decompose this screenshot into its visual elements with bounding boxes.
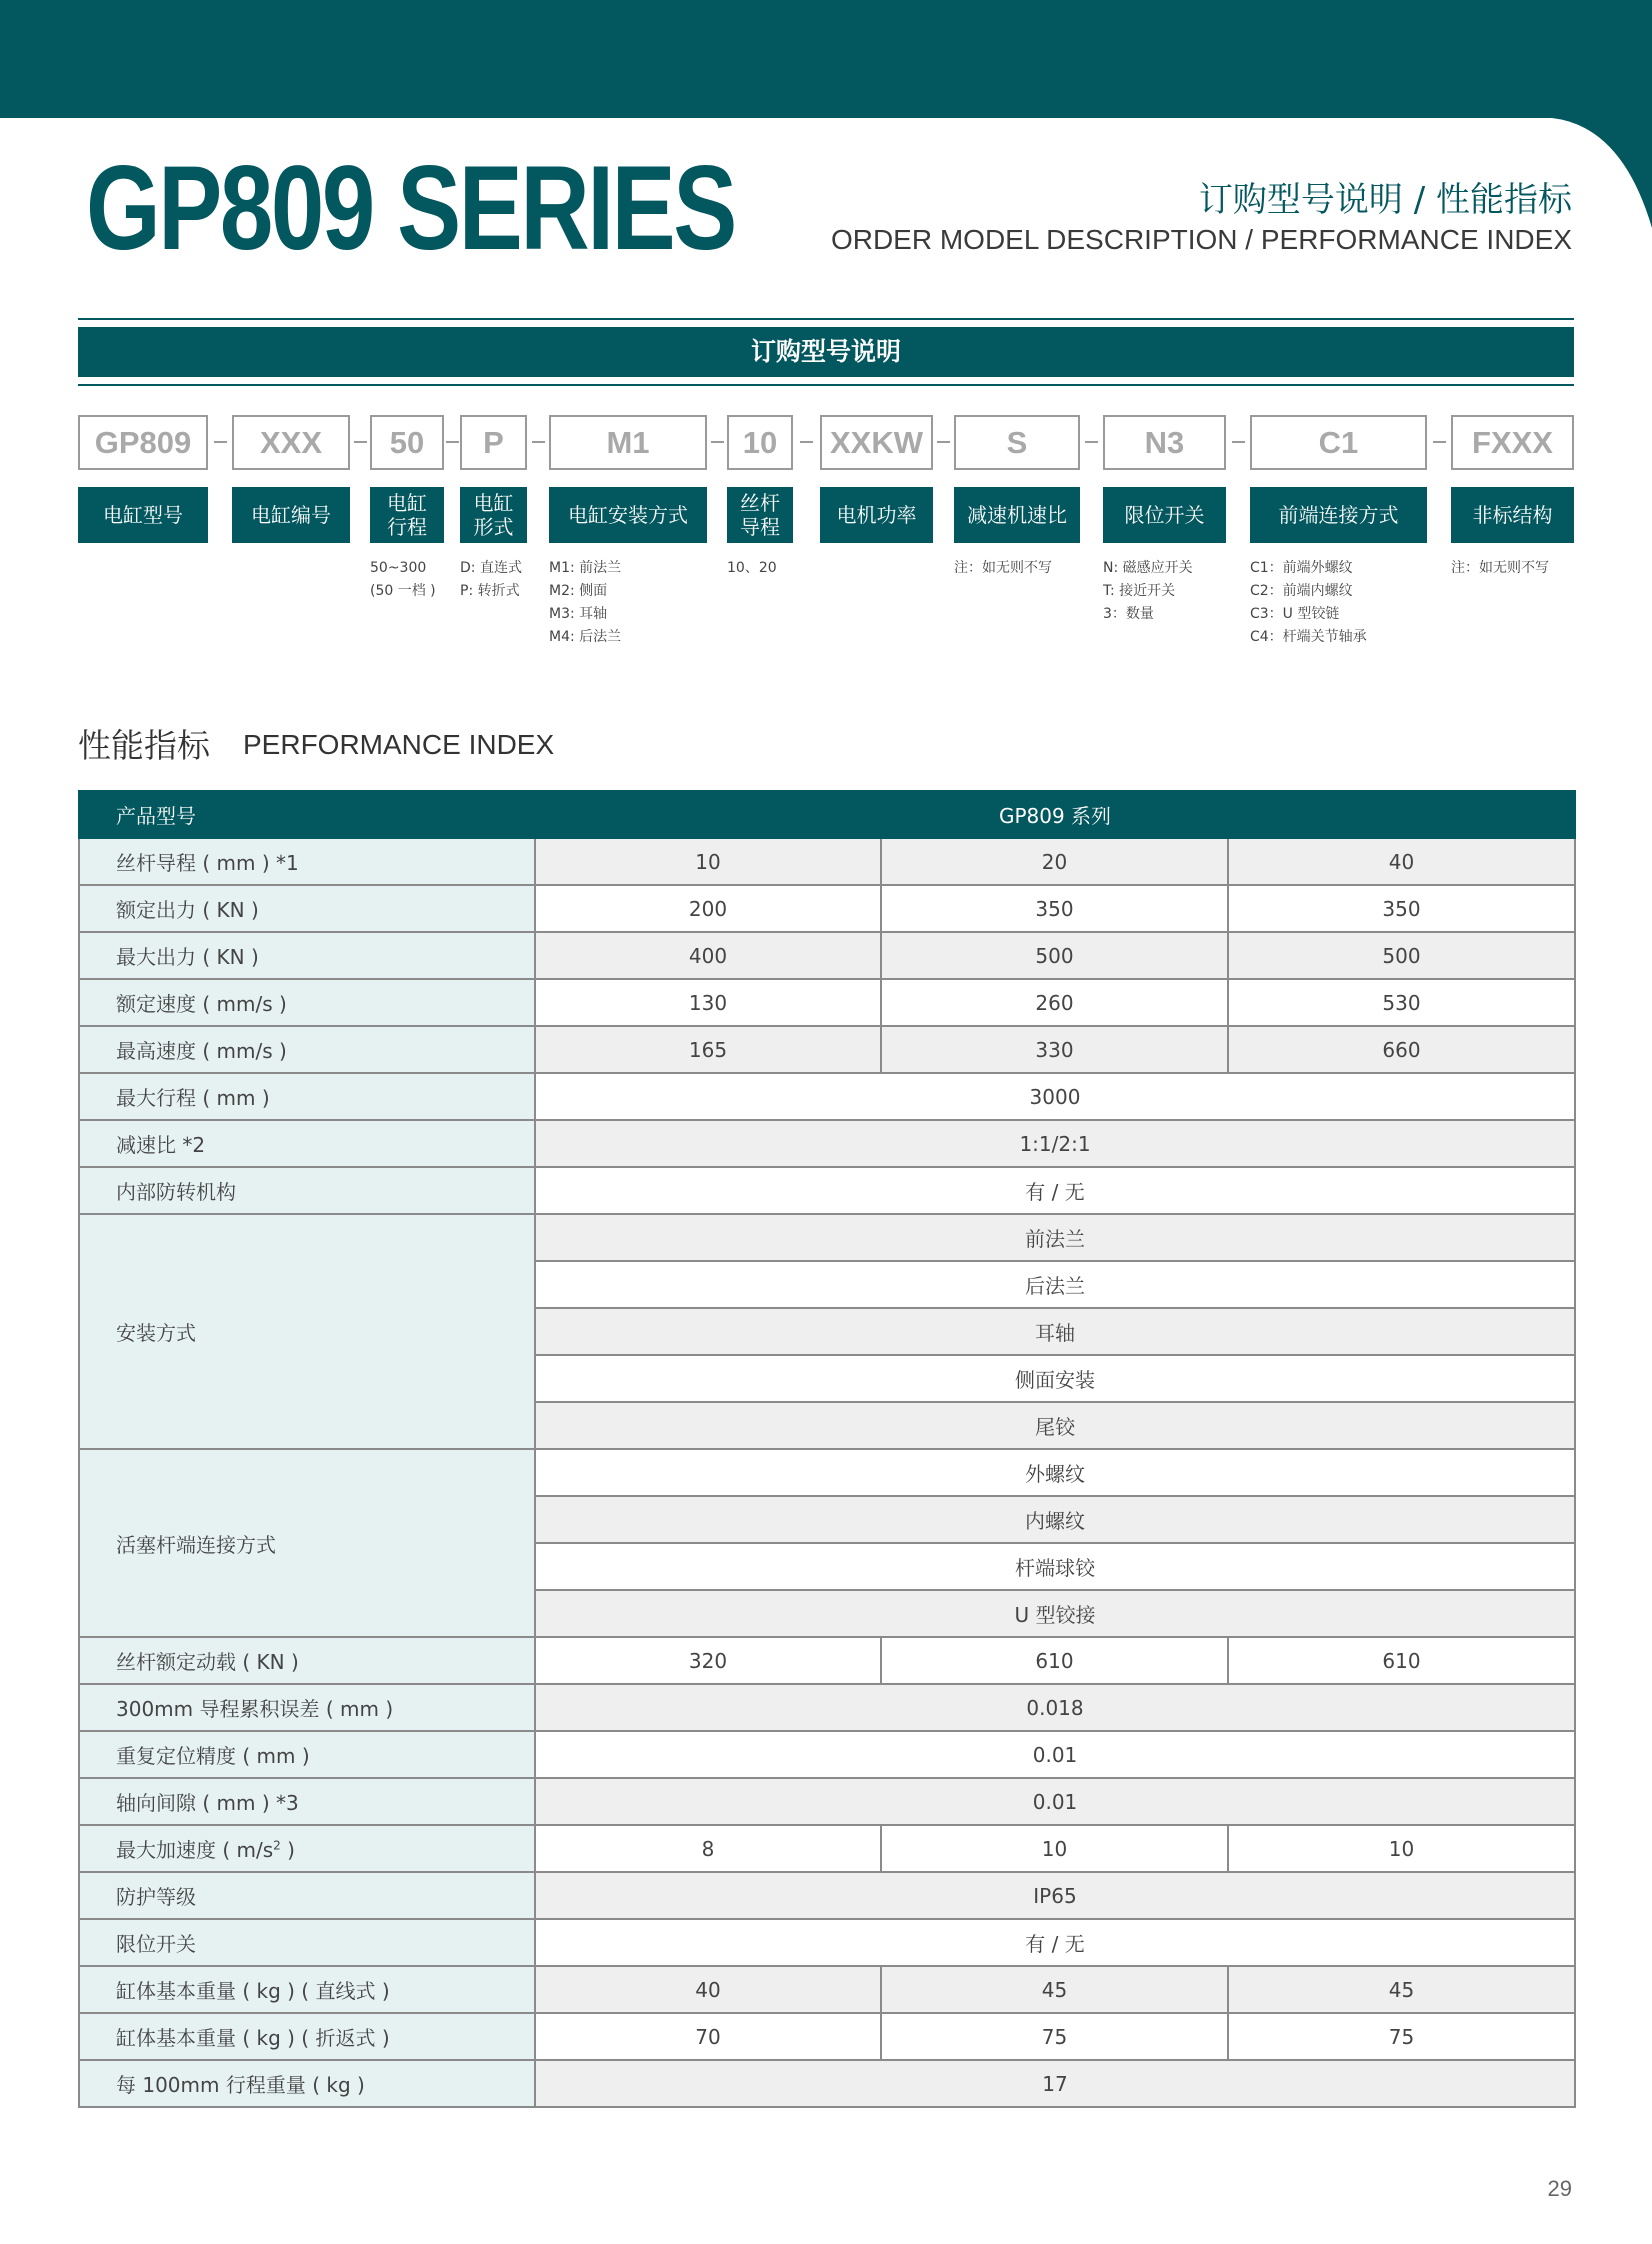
option-value: 尾铰 [535, 1402, 1575, 1449]
note-line: M2: 侧面 [549, 583, 608, 599]
performance-title-cn: 性能指标 [78, 726, 210, 765]
table-row [79, 1214, 1575, 1261]
code-label-text: 电缸型号 [103, 503, 183, 527]
code-box-7: XXKW [820, 415, 933, 470]
note-line: M3: 耳轴 [549, 606, 608, 622]
row-value: IP65 [535, 1872, 1575, 1919]
code-label-9 [1103, 487, 1226, 543]
performance-table [78, 790, 1576, 2108]
code-separator [1085, 441, 1098, 443]
row-value: 200 [535, 885, 881, 932]
note-line: 注：如无则不写 [1451, 560, 1549, 576]
table-row [79, 1919, 1575, 1966]
code-box-5: M1 [549, 415, 707, 470]
option-value: 后法兰 [535, 1261, 1575, 1308]
table-row [79, 2013, 1575, 2060]
row-value: 20 [881, 838, 1228, 885]
row-label: 300mm 导程累积误差 ( mm ) [79, 1684, 535, 1731]
note-line: N: 磁感应开关 [1103, 560, 1193, 576]
note-line: C2：前端内螺纹 [1250, 583, 1353, 599]
accel-label-pre: 最大加速度 ( m/s [116, 1838, 274, 1862]
table-row [79, 2060, 1575, 2107]
note-line: 50~300 [370, 560, 427, 576]
code-note-5 [549, 557, 621, 649]
code-label-4 [460, 487, 527, 543]
row-label: 每 100mm 行程重量 ( kg ) [79, 2060, 535, 2107]
code-label-10 [1250, 487, 1427, 543]
code-box-6: 10 [727, 415, 793, 470]
code-label-1 [78, 487, 208, 543]
code-box-2: XXX [232, 415, 350, 470]
table-row [79, 1825, 1575, 1872]
code-label-text: 前端连接方式 [1278, 503, 1399, 527]
code-label-text: 电缸编号 [251, 503, 331, 527]
top-band [0, 0, 1652, 118]
code-separator [354, 441, 367, 443]
table-row [79, 885, 1575, 932]
row-label: 轴向间隙 ( mm ) *3 [79, 1778, 535, 1825]
code-label-text: 丝杆 导程 [740, 491, 780, 539]
option-value: 杆端球铰 [535, 1543, 1575, 1590]
code-box-3: 50 [370, 415, 444, 470]
row-label: 活塞杆端连接方式 [79, 1449, 535, 1637]
code-separator [937, 441, 950, 443]
row-value: 165 [535, 1026, 881, 1073]
row-label: 最大出力 ( KN ) [79, 932, 535, 979]
code-label-text: 限位开关 [1124, 503, 1205, 527]
note-line: 10、20 [727, 560, 777, 576]
divider-bottom [78, 384, 1574, 386]
code-label-text: 电机功率 [836, 503, 917, 527]
row-value: 0.018 [535, 1684, 1575, 1731]
row-value: 350 [1228, 885, 1575, 932]
row-value: 260 [881, 979, 1228, 1026]
code-note-10 [1250, 557, 1367, 649]
code-label-5 [549, 487, 707, 543]
row-value: 70 [535, 2013, 881, 2060]
note-line: T: 接近开关 [1103, 583, 1176, 599]
row-value: 610 [881, 1637, 1228, 1684]
code-note-6 [727, 557, 777, 580]
row-value: 8 [535, 1825, 881, 1872]
row-value: 350 [881, 885, 1228, 932]
row-label: 丝杆导程 ( mm ) *1 [79, 838, 535, 885]
code-note-11 [1451, 557, 1549, 580]
table-row [79, 1966, 1575, 2013]
divider-top [78, 318, 1574, 320]
code-box-8: S [954, 415, 1080, 470]
table-row [79, 979, 1575, 1026]
row-value: 10 [1228, 1825, 1575, 1872]
header-title-cn: 订购型号说明 / 性能指标 [1198, 180, 1572, 220]
note-line: C3：U 型铰链 [1250, 606, 1340, 622]
table-row [79, 1778, 1575, 1825]
page-number: 29 [1547, 2176, 1572, 2201]
code-box-10: C1 [1250, 415, 1427, 470]
code-note-8 [954, 557, 1052, 580]
table-row [79, 1637, 1575, 1684]
row-label: 防护等级 [79, 1872, 535, 1919]
row-label: 内部防转机构 [79, 1167, 535, 1214]
row-value: 530 [1228, 979, 1575, 1026]
option-value: 内螺纹 [535, 1496, 1575, 1543]
row-value: 1:1/2:1 [535, 1120, 1575, 1167]
code-label-text: 减速机速比 [967, 503, 1067, 527]
row-value: 610 [1228, 1637, 1575, 1684]
table-row [79, 1073, 1575, 1120]
row-label [79, 1825, 535, 1872]
row-value: 500 [1228, 932, 1575, 979]
row-value: 3000 [535, 1073, 1575, 1120]
table-row [79, 1167, 1575, 1214]
code-label-8 [954, 487, 1080, 543]
row-value: 660 [1228, 1026, 1575, 1073]
code-note-3 [370, 557, 436, 603]
row-value: 10 [881, 1825, 1228, 1872]
code-separator [800, 441, 813, 443]
code-separator [1232, 441, 1245, 443]
code-label-3 [370, 487, 444, 543]
row-value: 40 [1228, 838, 1575, 885]
option-value: 耳轴 [535, 1308, 1575, 1355]
code-separator [532, 441, 545, 443]
note-line: C1：前端外螺纹 [1250, 560, 1353, 576]
code-label-text: 电缸 行程 [387, 491, 427, 539]
code-box-4: P [460, 415, 527, 470]
note-line: D: 直连式 [460, 560, 522, 576]
note-line: 3：数量 [1103, 606, 1154, 622]
table-header-row [79, 791, 1575, 838]
option-value: 侧面安装 [535, 1355, 1575, 1402]
row-label: 缸体基本重量 ( kg ) ( 直线式 ) [79, 1966, 535, 2013]
row-label: 丝杆额定动载 ( KN ) [79, 1637, 535, 1684]
code-label-6 [727, 487, 793, 543]
row-value: 75 [881, 2013, 1228, 2060]
note-line: (50 一档 ) [370, 583, 436, 599]
row-label: 重复定位精度 ( mm ) [79, 1731, 535, 1778]
row-value: 10 [535, 838, 881, 885]
row-label: 最大行程 ( mm ) [79, 1073, 535, 1120]
code-separator [1433, 441, 1446, 443]
row-value: 130 [535, 979, 881, 1026]
row-value: 有 / 无 [535, 1919, 1575, 1966]
code-separator [214, 441, 227, 443]
table-row [79, 932, 1575, 979]
order-section-title: 订购型号说明 [78, 327, 1574, 377]
row-value: 0.01 [535, 1778, 1575, 1825]
row-value: 75 [1228, 2013, 1575, 2060]
table-row [79, 1120, 1575, 1167]
row-value: 有 / 无 [535, 1167, 1575, 1214]
table-row [79, 1026, 1575, 1073]
code-label-7 [820, 487, 933, 543]
row-value: 330 [881, 1026, 1228, 1073]
row-label: 最高速度 ( mm/s ) [79, 1026, 535, 1073]
row-value: 45 [1228, 1966, 1575, 2013]
note-line: M4: 后法兰 [549, 629, 622, 645]
header-title-en: ORDER MODEL DESCRIPTION / PERFORMANCE INDEX [830, 224, 1572, 255]
row-label: 额定速度 ( mm/s ) [79, 979, 535, 1026]
table-row [79, 1872, 1575, 1919]
option-value: U 型铰接 [535, 1590, 1575, 1637]
row-label: 产品型号 [79, 791, 535, 838]
accel-label-sup: 2 [273, 1838, 281, 1853]
option-value: 外螺纹 [535, 1449, 1575, 1496]
code-label-text: 非标结构 [1472, 503, 1553, 527]
row-label: 限位开关 [79, 1919, 535, 1966]
row-label: 缸体基本重量 ( kg ) ( 折返式 ) [79, 2013, 535, 2060]
code-note-4 [460, 557, 522, 603]
row-value: 40 [535, 1966, 881, 2013]
row-value: 400 [535, 932, 881, 979]
table-row [79, 1684, 1575, 1731]
performance-title-en: PERFORMANCE INDEX [243, 729, 555, 760]
header-value: GP809 系列 [535, 791, 1575, 838]
note-line: C4：杆端关节轴承 [1250, 629, 1367, 645]
code-box-9: N3 [1103, 415, 1226, 470]
row-value: 500 [881, 932, 1228, 979]
code-label-text: 电缸安装方式 [568, 503, 688, 527]
code-label-2 [232, 487, 350, 543]
note-line: M1: 前法兰 [549, 560, 622, 576]
note-line: P: 转折式 [460, 583, 520, 599]
row-value: 17 [535, 2060, 1575, 2107]
code-note-9 [1103, 557, 1193, 626]
code-box-11: FXXX [1451, 415, 1574, 470]
code-label-11 [1451, 487, 1574, 543]
table-row [79, 838, 1575, 885]
row-value: 45 [881, 1966, 1228, 2013]
code-separator [446, 441, 459, 443]
table-row [79, 1731, 1575, 1778]
table-row [79, 1449, 1575, 1496]
row-label: 安装方式 [79, 1214, 535, 1449]
code-separator [711, 441, 724, 443]
code-label-text: 电缸 形式 [473, 491, 514, 539]
row-label: 减速比 *2 [79, 1120, 535, 1167]
code-box-1: GP809 [78, 415, 208, 470]
row-value: 0.01 [535, 1731, 1575, 1778]
row-label: 额定出力 ( KN ) [79, 885, 535, 932]
note-line: 注：如无则不写 [954, 560, 1052, 576]
accel-label-post: ) [280, 1838, 295, 1862]
option-value: 前法兰 [535, 1214, 1575, 1261]
series-title: GP809 SERIES [86, 141, 735, 275]
row-value: 320 [535, 1637, 881, 1684]
